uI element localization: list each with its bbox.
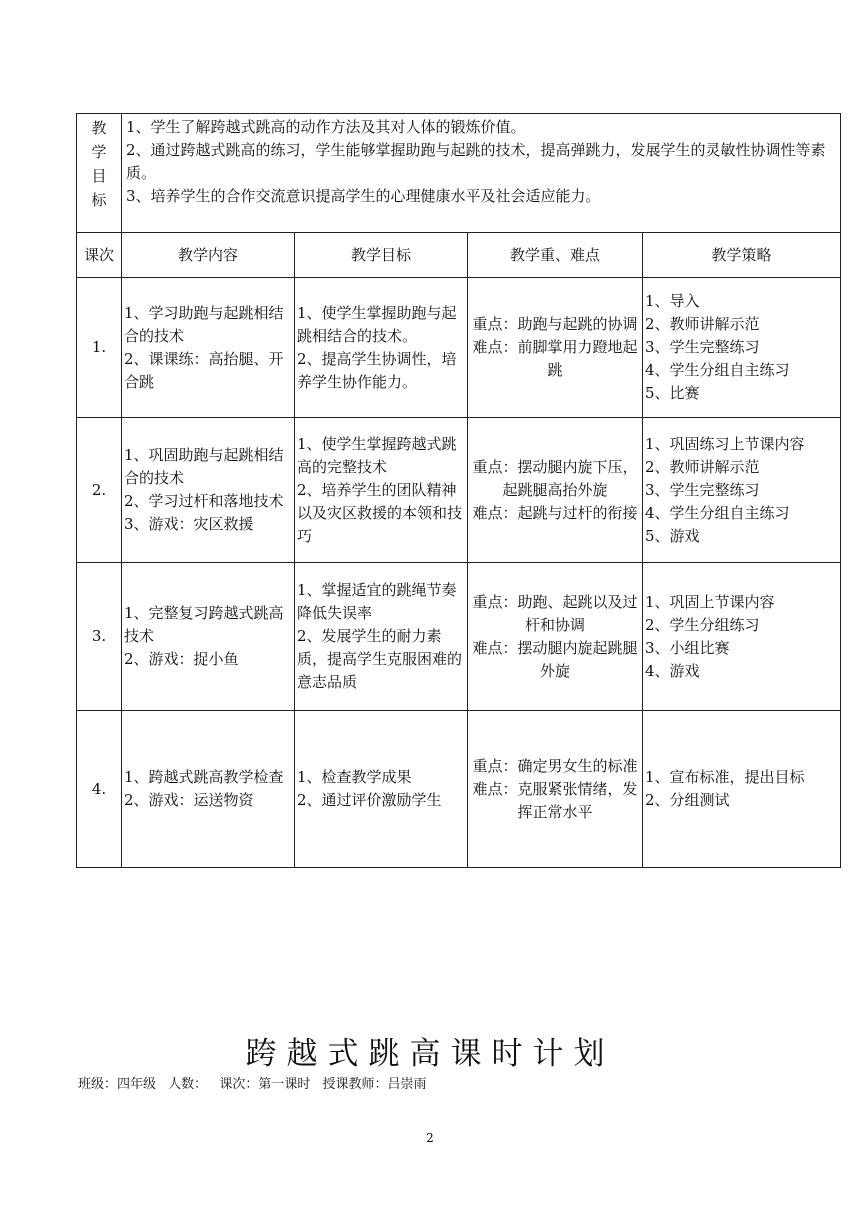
goal-cell — [295, 563, 468, 711]
strategy-item: 2、学生分组练习 — [645, 615, 760, 634]
lesson-row-1 — [77, 278, 841, 418]
strategy-item: 4、学生分组自主练习 — [645, 503, 790, 522]
key-point: 重点：确定男女生的标准 — [472, 756, 638, 775]
goal-item: 2、培养学生的团队精神以及灾区救援的本领和技巧 — [297, 480, 463, 545]
strategy-item: 3、小组比赛 — [645, 638, 730, 657]
strategy-cell — [643, 278, 841, 418]
goal-line: 2、通过跨越式跳高的练习，学生能够掌握助跑与起跳的技术，提高弹跳力，发展学生的灵敏性协调性等素质。 — [126, 141, 826, 182]
strategy-cell — [643, 563, 841, 711]
strategy-cell — [643, 711, 841, 868]
content-item: 3、游戏：灾区救援 — [124, 515, 254, 533]
key-point: 重点：摆动腿内旋下压，起跳腿高抬外旋 — [472, 457, 638, 499]
lesson-number: 1. — [77, 278, 122, 418]
class-info — [78, 1073, 434, 1092]
content-item: 1、巩固助跑与起跳相结合的技术 — [124, 446, 284, 487]
goals-label-char: 教 — [91, 119, 107, 137]
strategy-item: 2、分组测试 — [645, 791, 730, 809]
lesson-row-4 — [77, 711, 841, 868]
goal-line: 1、学生了解跨越式跳高的动作方法及其对人体的锻炼价值。 — [126, 118, 526, 136]
lesson-number: 3. — [77, 563, 122, 711]
content-cell — [122, 563, 295, 711]
strategy-item: 5、比赛 — [645, 384, 700, 402]
strategy-item: 5、游戏 — [645, 526, 700, 545]
lesson-number: 2. — [77, 418, 122, 563]
difficulty-point: 难点：摆动腿内旋起跳腿外旋 — [472, 638, 638, 680]
difficulty-point: 难点：克服紧张情绪，发挥正常水平 — [472, 779, 638, 821]
content-cell — [122, 278, 295, 418]
header-row — [77, 233, 841, 278]
goals-row — [77, 114, 841, 233]
strategy-item: 4、学生分组自主练习 — [645, 361, 790, 379]
header-content: 教学内容 — [122, 233, 295, 278]
strategy-item: 1、巩固上节课内容 — [645, 592, 775, 611]
content-item: 1、学习助跑与起跳相结合的技术 — [124, 303, 284, 345]
goal-item: 2、发展学生的耐力素质，提高学生克服困难的意志品质 — [297, 627, 463, 691]
goal-cell — [295, 711, 468, 868]
goals-label — [77, 114, 122, 233]
goal-item: 1、检查教学成果 — [297, 768, 412, 786]
content-item: 2、学习过杆和落地技术 — [124, 492, 284, 510]
content-item: 2、游戏：捉小鱼 — [124, 650, 239, 668]
student-count: 人数： — [168, 1077, 208, 1092]
goal-item: 1、使学生掌握跨越式跳高的完整技术 — [297, 434, 457, 476]
goal-item: 1、掌握适宜的跳绳节奏降低失误率 — [297, 581, 457, 622]
goal-cell — [295, 278, 468, 418]
header-key-points: 教学重、难点 — [468, 233, 643, 278]
page-number: 2 — [426, 1131, 434, 1145]
goals-label-char: 标 — [91, 191, 107, 209]
strategy-item: 3、学生完整练习 — [645, 480, 760, 499]
strategy-cell — [643, 418, 841, 563]
key-points-cell — [468, 563, 643, 711]
lesson-row-3 — [77, 563, 841, 711]
teacher-name: 授课教师：吕崇雨 — [322, 1077, 427, 1092]
difficulty-point: 难点：起跳与过杆的衔接 — [472, 503, 638, 522]
lesson-number: 4. — [77, 711, 122, 868]
goal-item: 2、提高学生协调性，培养学生协作能力。 — [297, 349, 457, 391]
strategy-item: 2、教师讲解示范 — [645, 315, 760, 333]
content-cell — [122, 711, 295, 868]
lesson-row-2 — [77, 418, 841, 563]
content-item: 1、完整复习跨越式跳高技术 — [124, 604, 284, 645]
content-item: 1、跨越式跳高教学检查 — [124, 768, 284, 786]
goals-label-char: 目 — [91, 167, 107, 185]
strategy-item: 1、宣布标准，提出目标 — [645, 768, 805, 786]
goals-label-char: 学 — [91, 143, 107, 161]
key-points-cell — [468, 278, 643, 418]
goal-item: 1、使学生掌握助跑与起跳相结合的技术。 — [297, 303, 457, 345]
class-grade: 班级：四年级 — [78, 1077, 157, 1092]
goal-line: 3、培养学生的合作交流意识提高学生的心理健康水平及社会适应能力。 — [126, 187, 601, 205]
key-points-cell — [468, 711, 643, 868]
goal-item: 2、通过评价激励学生 — [297, 791, 442, 809]
goals-text — [122, 114, 841, 233]
header-goal: 教学目标 — [295, 233, 468, 278]
page-title: 跨越式跳高课时计划 — [245, 1036, 615, 1072]
strategy-item: 3、学生完整练习 — [645, 338, 760, 356]
strategy-item: 1、巩固练习上节课内容 — [645, 434, 805, 453]
header-lesson: 课次 — [77, 233, 122, 278]
lesson-number-info: 课次：第一课时 — [219, 1077, 311, 1092]
strategy-item: 4、游戏 — [645, 661, 700, 680]
strategy-item: 2、教师讲解示范 — [645, 457, 760, 476]
difficulty-point: 难点：前脚掌用力蹬地起跳 — [472, 338, 638, 379]
goal-cell — [295, 418, 468, 563]
key-point: 重点：助跑、起跳以及过杆和协调 — [472, 592, 638, 634]
key-point: 重点：助跑与起跳的协调 — [472, 315, 638, 333]
strategy-item: 1、导入 — [645, 292, 700, 310]
content-item: 2、课课练：高抬腿、开合跳 — [124, 349, 284, 391]
header-strategy: 教学策略 — [643, 233, 841, 278]
content-cell — [122, 418, 295, 563]
lesson-plan-table — [76, 113, 841, 868]
key-points-cell — [468, 418, 643, 563]
content-item: 2、游戏：运送物资 — [124, 791, 254, 809]
